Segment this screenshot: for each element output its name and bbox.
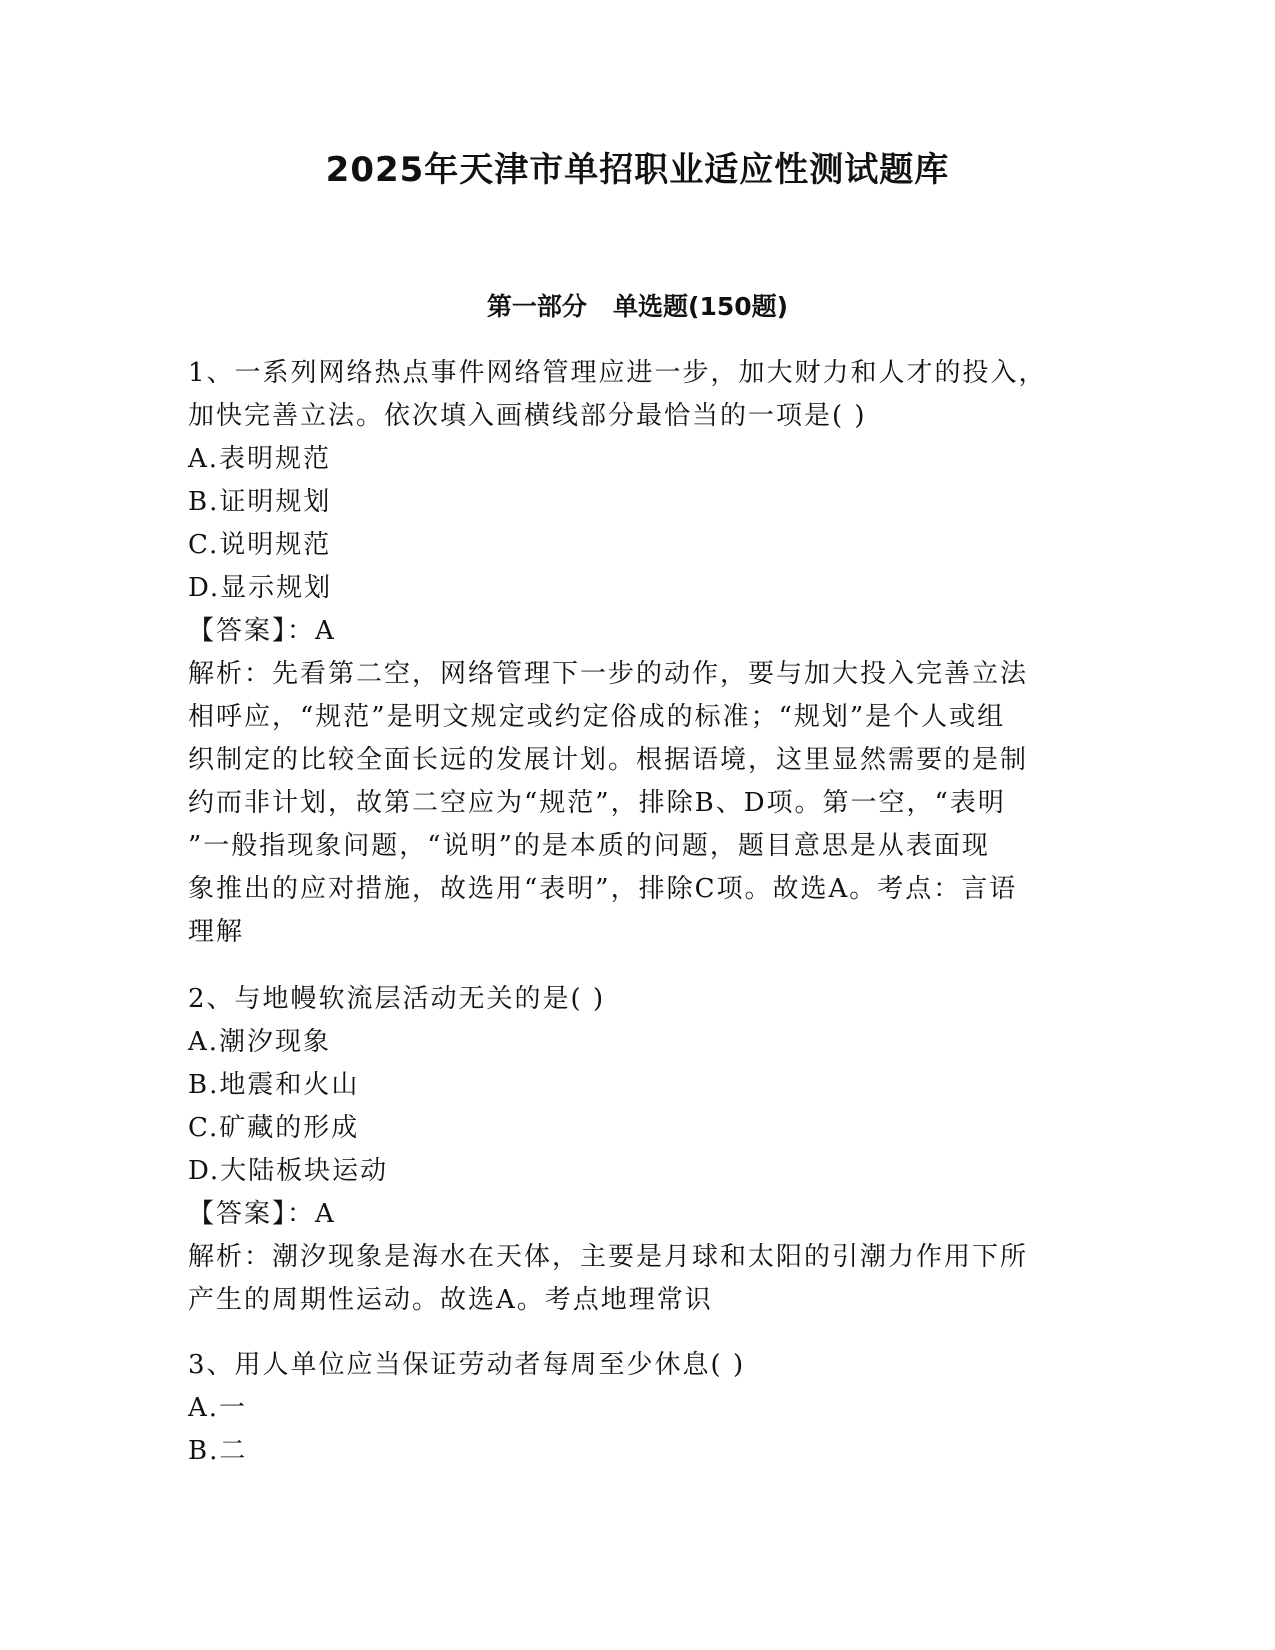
option-b: B.地震和火山 (188, 1070, 360, 1100)
analysis-line: 产生的周期性运动。故选A。考点地理常识 (188, 1285, 713, 1315)
option-b: B.证明规划 (188, 487, 332, 517)
question-3 (188, 1344, 1088, 1473)
analysis-line: 织制定的比较全面长远的发展计划。根据语境，这里显然需要的是制 (188, 745, 1029, 775)
analysis-line: 象推出的应对措施，故选用“表明”，排除C项。故选A。考点：言语 (188, 874, 1018, 904)
option-d: D.大陆板块运动 (188, 1156, 389, 1186)
option-b: B.二 (188, 1436, 248, 1466)
question-1 (188, 352, 1088, 954)
analysis-line: 约而非计划，故第二空应为“规范”，排除B、D项。第一空，“表明 (188, 788, 1006, 818)
option-a: A.表明规范 (188, 444, 332, 474)
analysis-line: 理解 (188, 917, 245, 947)
answer-line: 【答案】：A (188, 616, 336, 646)
question-stem-line: 2、与地幔软流层活动无关的是( ) (188, 984, 606, 1014)
question-2 (188, 978, 1088, 1322)
analysis-line: 解析：先看第二空，网络管理下一步的动作，要与加大投入完善立法 (188, 659, 1029, 689)
option-c: C.矿藏的形成 (188, 1113, 360, 1143)
document-title: 2025年天津市单招职业适应性测试题库 (325, 150, 950, 190)
question-stem-line: 3、用人单位应当保证劳动者每周至少休息( ) (188, 1350, 746, 1380)
option-a: A.潮汐现象 (188, 1027, 332, 1057)
option-a: A.一 (188, 1393, 248, 1423)
analysis-line: 相呼应，“规范”是明文规定或约定俗成的标准；“规划”是个人或组 (188, 702, 1006, 732)
option-c: C.说明规范 (188, 530, 332, 560)
analysis-line: 解析：潮汐现象是海水在天体，主要是月球和太阳的引潮力作用下所 (188, 1242, 1029, 1272)
option-d: D.显示规划 (188, 573, 333, 603)
question-stem-line: 加快完善立法。依次填入画横线部分最恰当的一项是( ) (188, 401, 867, 431)
section-title: 第一部分 单选题(150题) (486, 292, 789, 321)
analysis-line: ”一般指现象问题，“说明”的是本质的问题，题目意思是从表面现 (188, 831, 990, 861)
question-stem-line: 1、一系列网络热点事件网络管理应进一步，加大财力和人才的投入， (188, 358, 1047, 388)
answer-line: 【答案】：A (188, 1199, 336, 1229)
